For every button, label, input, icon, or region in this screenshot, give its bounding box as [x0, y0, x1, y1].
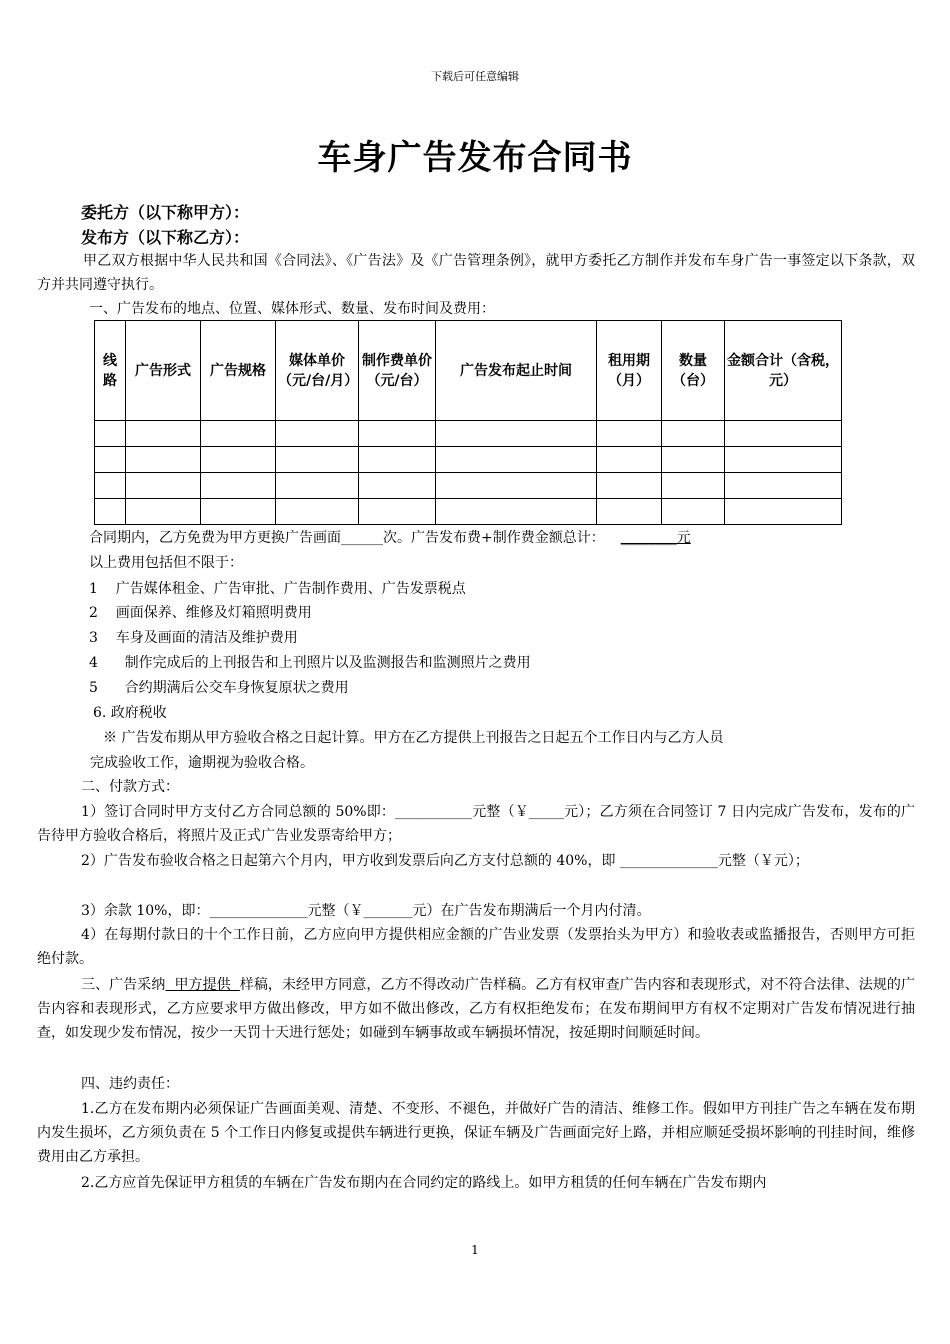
table-row	[95, 499, 842, 525]
section-3-paragraph	[37, 973, 915, 1045]
party-b-label: 发布方（以下称乙方）：	[81, 228, 250, 247]
intro-paragraph: 甲乙双方根据中华人民共和国《合同法》、《广告法》及《广告管理条例》，就甲方委托乙方制作并发布车身广告一事签定以下条款，双方并共同遵守执行。	[37, 253, 915, 293]
replace-count-blank: ______	[341, 530, 383, 546]
payment-clause-2: 2）广告发布验收合格之日起第六个月内，甲方收到发票后向乙方支付总额的 40%，即 ______________元整（￥元）；	[81, 853, 809, 869]
fees-intro: 以上费用包括但不限于：	[89, 555, 243, 571]
section-2-title: 二、付款方式：	[81, 779, 179, 795]
sample-provider: 甲方提供	[165, 977, 240, 993]
header-cell: 制作费单价（元/台）	[359, 321, 436, 421]
breach-clause-1: 1.乙方在发布期内必须保证广告画面美观、清楚、不变形、不褪色，并做好广告的清洁、维修工作。假如甲方刊挂广告之车辆在发布期内发生损坏，乙方须负责在 5 个工作日内修复或提供车辆进行更换，保证车辆及广告画面完好上路，并相应顺延受损坏影响的刊挂时间，维修费用由乙方承担。	[37, 1101, 915, 1165]
header-cell: 金额合计（含税，元）	[725, 321, 842, 421]
note-line-1: ※ 广告发布期从甲方验收合格之日起计算。甲方在乙方提供上刊报告之日起五个工作日内与乙方人员	[103, 730, 724, 746]
payment-clause-3: 3）余款 10%，即：______________元整（￥_______元）在广告发布期满后一个月内付清。	[81, 903, 651, 919]
ad-fee-table	[94, 320, 842, 525]
page-title: 车身广告发布合同书	[317, 138, 633, 178]
replace-prefix: 合同期内，乙方免费为甲方更换广告画面	[89, 530, 341, 546]
table-header-row	[95, 321, 842, 421]
header-cell: 数量（台）	[662, 321, 725, 421]
fee-item: 5 合约期满后公交车身恢复原状之费用	[89, 680, 349, 696]
replace-middle: 次。广告发布费+制作费金额总计：	[383, 530, 605, 546]
table-row	[95, 447, 842, 473]
header-cell: 媒体单价（元/台/月）	[276, 321, 359, 421]
breach-clause-2: 2.乙方应首先保证甲方租赁的车辆在广告发布期内在合同约定的路线上。如甲方租赁的任何车辆在广告发布期内	[81, 1175, 767, 1191]
replace-suffix: 元	[676, 530, 691, 546]
header-cell: 广告发布起止时间	[436, 321, 597, 421]
table-row	[95, 473, 842, 499]
header-cell: 线路	[95, 321, 126, 421]
payment-clause-1: 1）签订合同时甲方支付乙方合同总额的 50%即：___________元整（￥_____元）；乙方须在合同签订 7 日内完成广告发布，发布的广告待甲方验收合格后，将照片及正式广告业发票寄给甲方；	[37, 804, 915, 844]
note-line-2: 完成验收工作，逾期视为验收合格。	[90, 755, 314, 771]
page-number: 1	[471, 1243, 479, 1257]
header-cell: 广告形式	[126, 321, 201, 421]
fee-item: 3 车身及画面的清洁及维护费用	[89, 630, 298, 646]
fee-item: 4 制作完成后的上刊报告和上刊照片以及监测报告和监测照片之费用	[89, 655, 531, 671]
section-1-title: 一、广告发布的地点、位置、媒体形式、数量、发布时间及费用：	[89, 301, 495, 317]
replace-line	[89, 526, 691, 550]
fee-item: 6. 政府税收	[93, 705, 167, 721]
fee-item: 2 画面保养、维修及灯箱照明费用	[89, 605, 312, 621]
header-cell: 广告规格	[201, 321, 276, 421]
header-cell: 租用期（月）	[597, 321, 662, 421]
fee-item: 1 广告媒体租金、广告审批、广告制作费用、广告发票税点	[89, 581, 466, 597]
total-amount-blank: ________	[620, 530, 677, 546]
section-3-prefix: 三、广告采纳	[81, 977, 166, 993]
header-note: 下载后可任意编辑	[431, 70, 519, 83]
party-a-label: 委托方（以下称甲方）：	[81, 203, 250, 222]
table-row	[95, 421, 842, 447]
section-4-title: 四、违约责任：	[81, 1076, 179, 1092]
payment-clause-4: 4）在每期付款日的十个工作日前，乙方应向甲方提供相应金额的广告业发票（发票抬头为甲方）和验收表或监播报告，否则甲方可拒绝付款。	[37, 927, 915, 967]
section-3-rest: 样稿，未经甲方同意，乙方不得改动广告样稿。乙方有权审查广告内容和表现形式，对不符合法律、法规的广告内容和表现形式，乙方应要求甲方做出修改，甲方如不做出修改，乙方有权拒绝发布；在发布期间甲方有权不定期对广告发布情况进行抽查，如发现少发布情况，按少一天罚十天进行惩处；如碰到车辆事故或车辆损坏情况，按延期时间顺延时间。	[37, 977, 916, 1041]
